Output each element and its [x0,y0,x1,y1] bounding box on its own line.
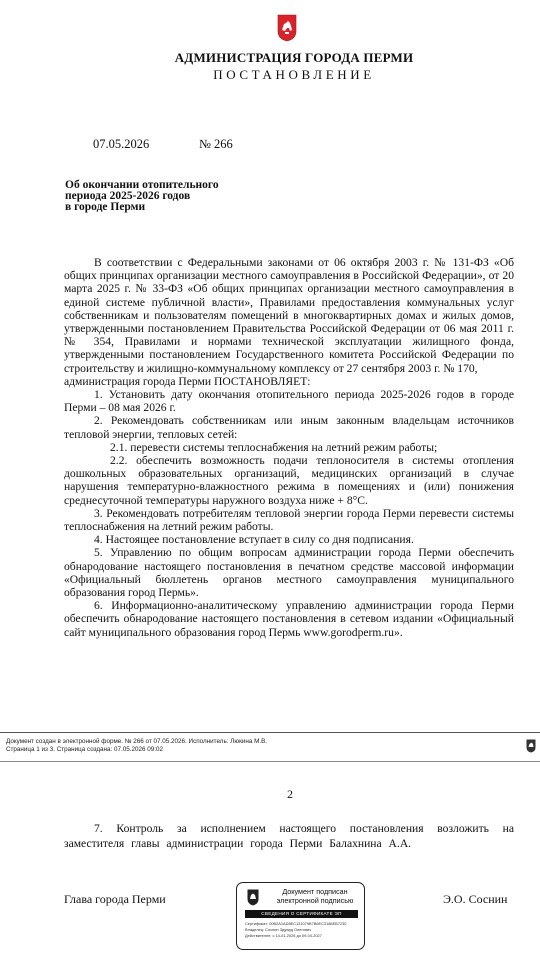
paragraph-1: 1. Установить дату окончания отопительного периода 2025-2026 годов в городе Перми – 08 мая 2026 г. [64,388,514,415]
document-body [64,256,514,639]
subject-line: в городе Перми [65,201,146,213]
stamp-title-line: электронной подписью [276,895,354,905]
page-break-divider [0,761,540,762]
stamp-crest-icon [247,889,259,906]
signatory-title: Глава города Перми [64,892,166,906]
document-date: 07.05.2026 [93,137,150,151]
document-kind: ПОСТАНОВЛЕНИЕ [213,67,375,82]
paragraph-6: 6. Информационно-аналитическому управлению администрации города Перми обеспечить обнародование настоящего постановления в сетевом издании «Официальный сайт муниципального образования город Пермь www.gorodperm.ru». [64,599,514,639]
footer-divider [0,732,540,733]
stamp-title [267,888,363,905]
city-crest-icon [277,14,297,42]
page-footer [6,738,267,753]
preamble-paragraph: В соответствии с Федеральными законами от 06 октября 2003 г. № 131-ФЗ «Об общих принципах организации местного самоуправления в Российской Федерации», от 20 марта 2025 г. № 33-ФЗ «Об общих принципах организации местного самоуправления в единой системе публичной власти», Правилами предоставления коммунальных услуг собственникам и пользователям помещений в многоквартирных домах и жилых домов, утвержденными постановлением Правительства Российской Федерации от 06 мая 2011 г. № 354, Правилами и нормами технической эксплуатации жилищного фонда, утвержденными постановлением Государственного комитета Российской Федерации по строительству и жилищно-коммунальному комплексу от 27 сентября 2003 г. № 170, [64,256,514,375]
decree-line: администрация города Перми ПОСТАНОВЛЯЕТ: [64,374,311,388]
paragraph-5: 5. Управлению по общим вопросам администрации города Перми обеспечить обнародование настоящего постановления в печатном средстве массовой информации «Официальный бюллетень органов местного самоуправления муниципального образования город Пермь». [64,546,514,600]
footer-line: Документ создан в электронной форме. № 266 от 07.05.2026. Исполнитель: Люкина М.В. [6,738,268,745]
paragraph-7: 7. Контроль за исполнением настоящего постановления возложить на заместителя главы администрации города Перми Балахнина А.А. [64,822,514,850]
paragraph-3: 3. Рекомендовать потребителям тепловой энергии города Перми перевести системы теплоснабжения на летний режим работы. [64,506,514,534]
footer-crest-icon [526,739,536,753]
subject-line: периода 2025-2026 годов [65,190,191,202]
electronic-signature-stamp [236,882,365,950]
paragraph-2: 2. Рекомендовать собственникам или иным законным владельцам источников тепловой энергии, тепловых сетей: [64,414,514,441]
subject-line: Об окончании отопительного [65,179,219,191]
paragraph-4: 4. Настоящее постановление вступает в силу со дня подписания. [94,533,414,547]
stamp-validity: Действителен: с 14-01-2026 до 09-04-2027 [245,933,322,939]
organization-title: АДМИНИСТРАЦИЯ ГОРОДА ПЕРМИ [174,50,414,65]
paragraph-2-2: 2.2. обеспечить возможность подачи теплоносителя в системы отопления дошкольных образовательных организаций, медицинских организаций в случае нарушения температурно-влажностного режима в помещениях и (или) понижения среднесуточной температуры наружного воздуха ниже + 8°С. [64,454,514,507]
stamp-title-line: Документ подписан [282,887,348,896]
page-number: 2 [287,787,293,801]
document-number: № 266 [199,137,233,151]
stamp-certificate-header: СВЕДЕНИЯ О СЕРТИФИКАТЕ ЭП [245,910,358,918]
stamp-certificate-id: Сертификат: 00B2A1AD8EC131079B7B6EC3188EB7230 [245,921,347,926]
stamp-certificate-details [245,921,361,940]
footer-line: Страница 1 из 3. Страница создана: 07.05.2026 09:02 [6,745,164,753]
paragraph-2-1: 2.1. перевести системы теплоснабжения на летний режим работы; [110,440,438,454]
document-subject [65,180,265,213]
signatory-name: Э.О. Соснин [443,892,508,906]
stamp-owner: Владелец: Соснин Эдуард Олегович [245,927,312,933]
